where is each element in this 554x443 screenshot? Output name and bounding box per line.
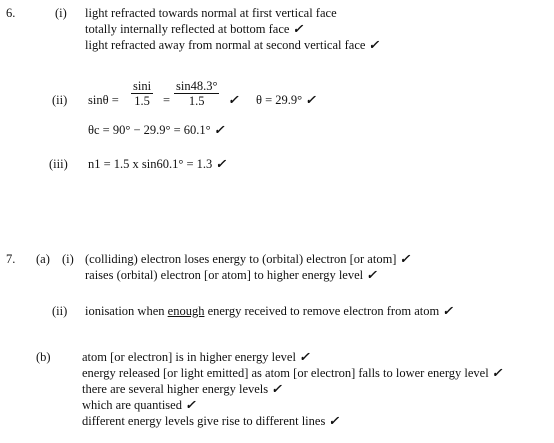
q7-b-line4: which are quantised bbox=[82, 398, 182, 412]
q7-a-i-line2: raises (orbital) electron [or atom] to higher energy level bbox=[85, 268, 364, 282]
tick-icon: ✓ bbox=[328, 414, 339, 428]
fraction-2-denominator: 1.5 bbox=[188, 94, 205, 108]
q6-i-line2-row bbox=[85, 22, 303, 37]
tick-icon: ✓ bbox=[368, 38, 380, 52]
q7-b-line2-row bbox=[82, 366, 502, 381]
q6-ii-fraction-2 bbox=[174, 79, 219, 108]
q7-a-ii-row bbox=[85, 304, 453, 319]
tick-icon: ✓ bbox=[366, 268, 377, 282]
tick-icon: ✓ bbox=[442, 304, 453, 318]
question-7-number: 7. bbox=[6, 252, 16, 266]
q7-b-line1-row bbox=[82, 350, 310, 365]
tick-icon: ✓ bbox=[213, 123, 225, 137]
fraction-2-numerator: sin48.3° bbox=[176, 79, 218, 93]
q6-ii-equals: = bbox=[163, 93, 171, 107]
q7-b-line2: energy released [or light emitted] as atom [or electron] falls to lower energy level bbox=[82, 366, 489, 380]
q7-a-label: (a) bbox=[36, 252, 50, 266]
q6-ii-theta-c-row bbox=[88, 123, 224, 138]
tick-icon: ✓ bbox=[215, 157, 226, 171]
tick-icon: ✓ bbox=[491, 366, 503, 380]
fraction-1-numerator: sini bbox=[133, 79, 152, 93]
tick-icon: ✓ bbox=[185, 398, 196, 412]
q6-i-label: (i) bbox=[55, 6, 67, 20]
q6-ii-theta-c: θc = 90° − 29.9° = 60.1° bbox=[88, 123, 211, 137]
q6-i-line3: light refracted away from normal at second vertical face bbox=[85, 38, 366, 52]
q6-ii-label: (ii) bbox=[52, 93, 68, 107]
q7-b-label: (b) bbox=[36, 350, 51, 364]
tick-icon: ✓ bbox=[228, 93, 239, 107]
q7-b-line3-row bbox=[82, 382, 282, 397]
q7-a-i-line1-row bbox=[85, 252, 410, 267]
q6-i-line1: light refracted towards normal at first vertical face bbox=[85, 6, 337, 20]
q6-ii-theta-row bbox=[256, 93, 316, 108]
q6-iii-label: (iii) bbox=[49, 157, 68, 171]
tick-icon: ✓ bbox=[399, 252, 411, 266]
q7-a-ii-before: ionisation when bbox=[85, 304, 168, 318]
q6-ii-lhs: sinθ = bbox=[88, 93, 119, 107]
q7-a-i-line1: (colliding) electron loses energy to (orbital) electron [or atom] bbox=[85, 252, 397, 266]
q6-iii-text: n1 = 1.5 x sin60.1° = 1.3 bbox=[88, 157, 213, 171]
q7-a-i-line2-row bbox=[85, 268, 377, 283]
q7-b-line5: different energy levels give rise to different lines bbox=[82, 414, 326, 428]
q6-ii-fraction-1 bbox=[131, 79, 153, 108]
question-6-number: 6. bbox=[6, 6, 16, 20]
q7-a-ii-after: energy received to remove electron from atom bbox=[204, 304, 440, 318]
q6-i-line3-row bbox=[85, 38, 379, 53]
tick-icon: ✓ bbox=[305, 93, 316, 107]
q6-iii-row bbox=[88, 157, 226, 172]
tick-icon: ✓ bbox=[292, 22, 304, 36]
fraction-1-denominator: 1.5 bbox=[134, 94, 150, 108]
q7-a-ii-label: (ii) bbox=[52, 304, 68, 318]
q7-b-line4-row bbox=[82, 398, 196, 413]
tick-icon: ✓ bbox=[299, 350, 310, 364]
q7-a-i-label: (i) bbox=[62, 252, 74, 266]
q7-a-ii-underlined: enough bbox=[167, 304, 205, 318]
tick-icon: ✓ bbox=[271, 382, 282, 396]
q7-b-line3: there are several higher energy levels bbox=[82, 382, 269, 396]
q6-ii-theta: θ = 29.9° bbox=[256, 93, 303, 107]
q6-i-line2: totally internally reflected at bottom face bbox=[85, 22, 290, 36]
q7-b-line1: atom [or electron] is in higher energy level bbox=[82, 350, 296, 364]
q7-b-line5-row bbox=[82, 414, 339, 429]
